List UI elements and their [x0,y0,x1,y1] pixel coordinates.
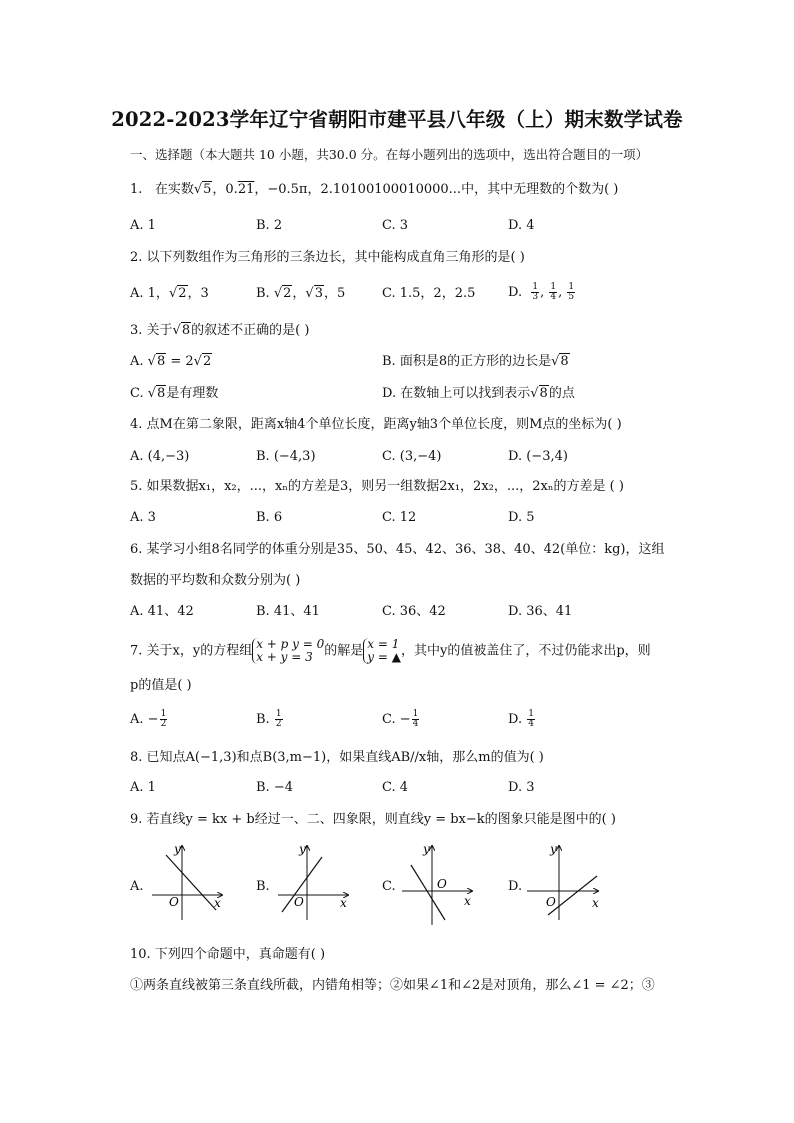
question-1: 1. 在实数√5，0.21，−0.5π，2.10100100010000...中，其中无理数的个数为( ) [130,182,619,197]
q5-option-d: D. 5 [508,510,535,525]
q9-option-c-label: C. [382,879,396,894]
graph-d-y-label: y [550,842,557,856]
q4-option-a: A. (4,−3) [130,449,190,464]
question-2: 2. 以下列数组作为三角形的三条边长，其中能构成直角三角形的是( ) [130,250,525,265]
q6-option-b: B. 41、41 [256,604,320,619]
equation-system: x + p y = 0 x + y = 3 [252,638,324,664]
q2-option-b: B. √2，√3，5 [256,286,346,301]
q5-option-b: B. 6 [256,510,283,525]
q1-option-d: D. 4 [508,218,535,233]
q7-option-d: D. $\frac{1}{4}$ [508,709,534,729]
graph-a-x-label: x [214,896,221,910]
question-8: 8. 已知点A(−1,3)和点B(3,m−1)，如果直线AB//x轴，那么m的值为( ) [130,750,544,765]
question-6-line-1: 6. 某学习小组8名同学的体重分别是35、50、45、42、36、38、40、42(单位：kg)，这组 [130,542,665,557]
graph-a-y-label: y [174,842,181,856]
graph-c-y-label: y [423,842,430,856]
q2-option-d: D. $\frac{1}{3}$ , $\frac{1}{4}$ , $\frac{1}{5}$ [508,282,575,302]
section-heading: 一、选择题（本大题共 10 小题，共30.0 分。在每小题列出的选项中，选出符合题目的一项） [130,147,649,162]
q7-option-b: B. $\frac{1}{2}$ [256,709,282,729]
q1-option-c: C. 3 [382,218,409,233]
q9-option-d-label: D. [508,879,523,894]
solution-system: x = 1 y = ▲ [363,638,401,664]
q6-option-a: A. 41、42 [130,604,194,619]
q8-option-c: C. 4 [382,780,409,795]
graph-c-x-label: x [464,894,471,908]
q5-option-a: A. 3 [130,510,156,525]
graph-c [402,842,472,925]
q6-option-c: C. 36、42 [382,604,446,619]
question-9: 9. 若直线y = kx + b经过一、二、四象限，则直线y = bx−k的图象只能是图中的( ) [130,812,616,827]
question-5: 5. 如果数据x₁，x₂，...，xₙ的方差是3，则另一组数据2x₁，2x₂，...，2xₙ的方差是 ( ) [130,479,624,494]
q4-option-b: B. (−4,3) [256,449,316,464]
q3-option-c: C. √8是有理数 [130,386,219,401]
graph-d-x-label: x [592,896,599,910]
graph-c-origin: O [437,877,447,891]
question-10: 10. 下列四个命题中，真命题有( ) [130,947,326,962]
graph-c-line [411,865,445,920]
q7-option-c: C. − $\frac{1}{4}$ [382,709,419,729]
question-7-line-2: p的值是( ) [130,678,192,693]
question-7: 7. 关于x，y的方程组 x + p y = 0 x + y = 3 的解是 x = 1 y = ▲ ，其中y的值被盖住了，不过仍能求出p，则 [130,637,651,664]
q6-option-d: D. 36、41 [508,604,573,619]
q7-option-a: A. − $\frac{1}{2}$ [130,709,167,729]
q3-option-d: D. 在数轴上可以找到表示√8的点 [382,386,575,401]
q3-option-a: A. √8 = 2√2 [130,354,212,369]
graph-a-origin: O [169,895,179,909]
q3-option-b: B. 面积是8的正方形的边长是√8 [382,354,569,369]
graph-d [527,842,599,920]
question-3: 3. 关于√8的叙述不正确的是( ) [130,323,310,338]
graph-b-origin: O [294,895,304,909]
graph-d-origin: O [546,895,556,909]
exam-title: 2022-2023学年辽宁省朝阳市建平县八年级（上）期末数学试卷 [111,108,683,131]
graph-b-y-label: y [299,842,306,856]
q2-option-a: A. 1，√2，3 [130,286,209,301]
graph-b-x-label: x [340,896,347,910]
question-10-line-2: ①两条直线被第三条直线所截，内错角相等；②如果∠1和∠2是对顶角，那么∠1 = ∠2；③ [130,978,655,993]
q8-option-d: D. 3 [508,780,535,795]
q2-option-c: C. 1.5，2，2.5 [382,286,476,301]
graph-a [152,842,222,920]
q8-option-a: A. 1 [130,780,156,795]
question-6-line-2: 数据的平均数和众数分别为( ) [130,573,301,588]
q9-option-a-label: A. [130,879,144,894]
q9-option-b-label: B. [256,879,270,894]
q4-option-d: D. (−3,4) [508,449,568,464]
q5-option-c: C. 12 [382,510,417,525]
q4-option-c: C. (3,−4) [382,449,442,464]
q1-option-a: A. 1 [130,218,156,233]
q1-option-b: B. 2 [256,218,283,233]
question-4: 4. 点M在第二象限，距离x轴4个单位长度，距离y轴3个单位长度，则M点的坐标为( ) [130,417,622,432]
q8-option-b: B. −4 [256,780,293,795]
graph-b [278,842,348,920]
